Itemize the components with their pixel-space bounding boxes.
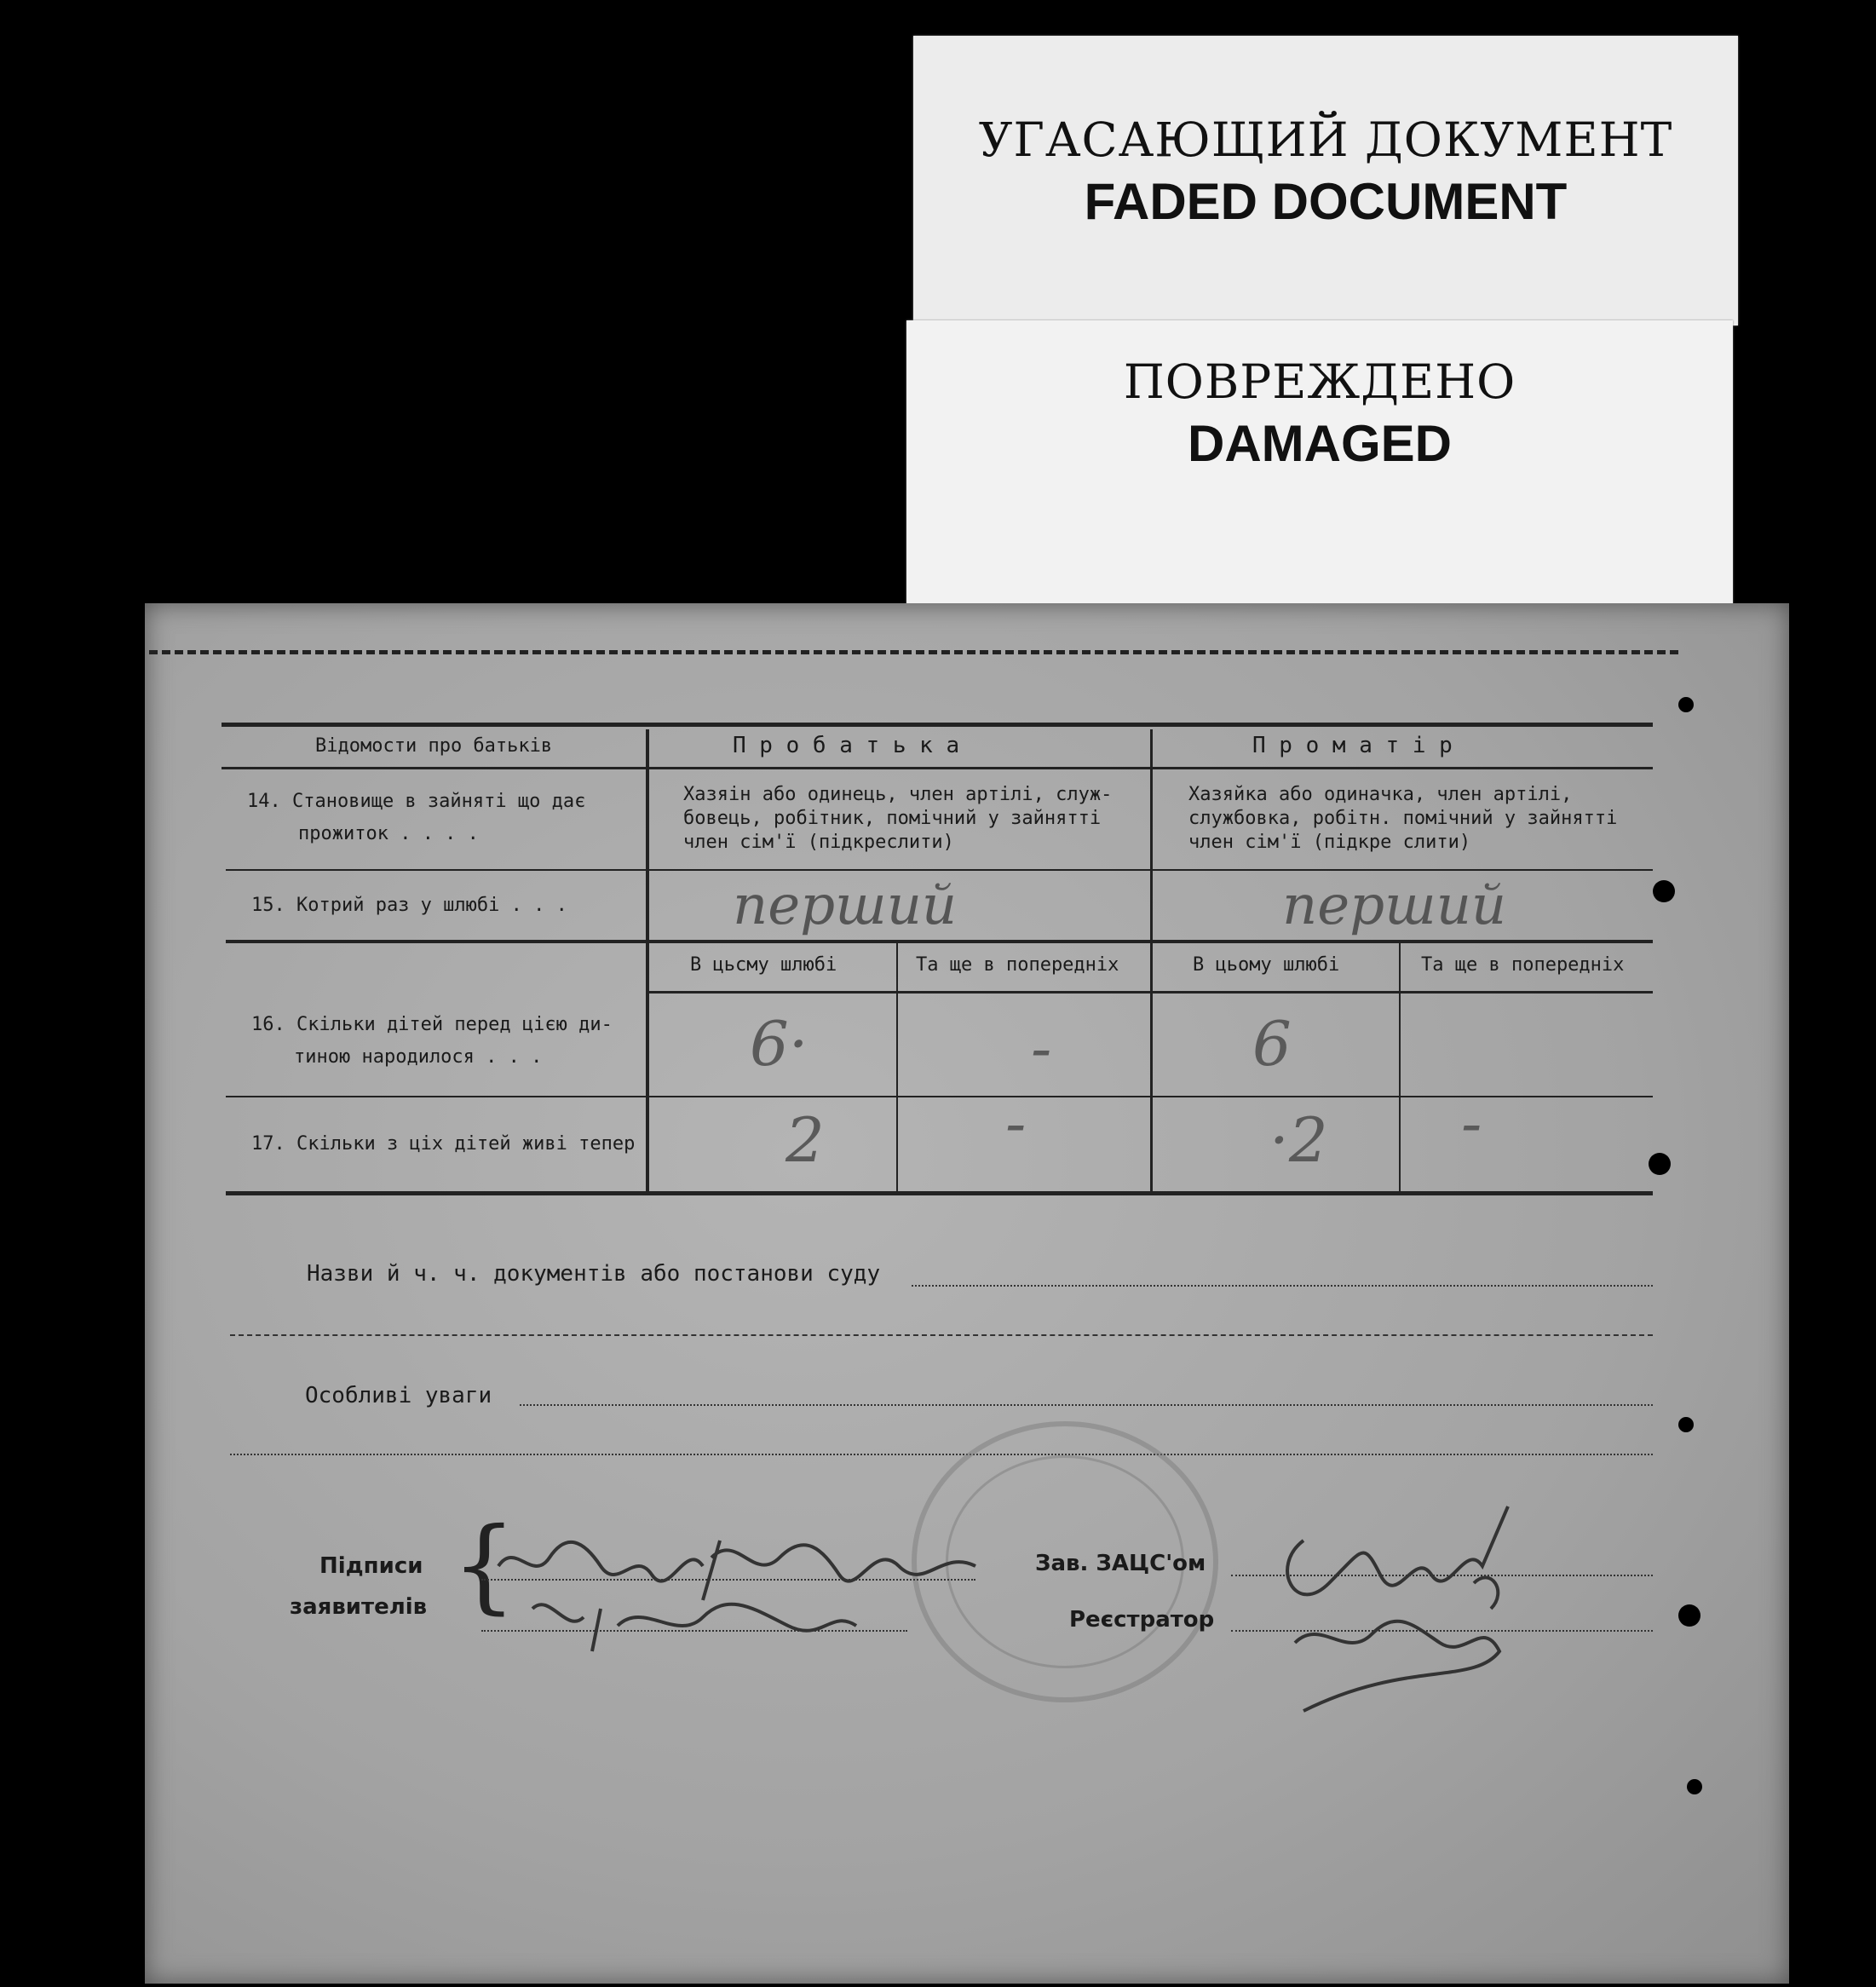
row15-mother-value: перший bbox=[1282, 874, 1507, 937]
row16-mother-this: 6 bbox=[1252, 1008, 1292, 1080]
col-divider-father-sub bbox=[896, 942, 898, 1195]
row16-father-prev: - bbox=[1031, 1012, 1052, 1084]
sub-this-mother: В цьому шлюбі bbox=[1193, 954, 1340, 976]
faded-document-label bbox=[913, 36, 1738, 325]
row15-father-value: перший bbox=[733, 874, 958, 937]
registrar-label: Реєстратор bbox=[1069, 1607, 1215, 1633]
punch-hole-4 bbox=[1678, 697, 1694, 712]
punch-hole-6 bbox=[1687, 1779, 1702, 1794]
row14-mother-1: Хазяйка або одиначка, член артілі, bbox=[1188, 784, 1573, 805]
header-mother: П р о м а т і р bbox=[1252, 733, 1453, 758]
sub-this-father: В цьсму шлюбі bbox=[690, 954, 837, 976]
header-father: П р о б а т ь к а bbox=[733, 733, 960, 758]
signatures-label-2: заявителів bbox=[290, 1594, 428, 1620]
row14-rule bbox=[226, 869, 1653, 871]
row15-label: 15. Котрий раз у шлюбі . . . bbox=[251, 895, 567, 916]
applicant-signatures bbox=[481, 1506, 1010, 1660]
docs-fill-line bbox=[912, 1285, 1653, 1287]
row14-mother-3: член сім'ї (підкре слити) bbox=[1188, 832, 1471, 853]
row17-label: 17. Скільки з ціх дітей живі тепер bbox=[251, 1133, 636, 1155]
docs-fill-line-2 bbox=[230, 1334, 1653, 1336]
signatures-brace: { bbox=[452, 1506, 517, 1625]
faded-label-en: FADED DOCUMENT bbox=[1084, 173, 1568, 230]
row14-father-2: бовець, робітник, помічний у зайнятті bbox=[683, 808, 1102, 829]
punch-hole-5 bbox=[1678, 1417, 1694, 1432]
col-divider-mother-sub bbox=[1399, 942, 1401, 1195]
header-rule bbox=[222, 767, 1653, 769]
row14-label-2: прожиток . . . . bbox=[298, 823, 479, 844]
row17-father-prev: - bbox=[1005, 1087, 1027, 1159]
head-label: Зав. ЗАЦС'ом bbox=[1035, 1551, 1206, 1576]
row16-label-1: 16. Скільки дітей перед цією ди- bbox=[251, 1014, 613, 1035]
table-top-rule bbox=[222, 723, 1653, 727]
row17-father-this: 2 bbox=[786, 1104, 825, 1176]
col-divider-1 bbox=[646, 729, 649, 1195]
docs-label: Назви й ч. ч. документів або постанови суду bbox=[307, 1261, 881, 1287]
row16-label-2: тиною народилося . . . bbox=[294, 1046, 543, 1068]
punch-hole-2 bbox=[1649, 1153, 1671, 1175]
notes-fill-line-2 bbox=[230, 1454, 1653, 1455]
sub-prev-father: Та ще в попередніх bbox=[916, 954, 1119, 976]
row14-father-1: Хазяін або одинець, член артілі, служ- bbox=[683, 784, 1113, 805]
row17-mother-this: ·2 bbox=[1269, 1104, 1328, 1176]
row14-father-3: член сім'ї (підкреслити) bbox=[683, 832, 954, 853]
faded-label-ru: УГАСАЮЩИЙ ДОКУМЕНТ bbox=[978, 112, 1673, 167]
registration-form-sheet bbox=[145, 603, 1789, 1984]
damaged-label-ru: ПОВРЕЖДЕНО bbox=[1123, 354, 1516, 409]
row14-label-1: 14. Становище в зайняті що дає bbox=[247, 791, 586, 812]
row14-mother-2: службовка, робітн. помічний у зайнятті bbox=[1188, 808, 1618, 829]
punch-hole-3 bbox=[1678, 1604, 1700, 1627]
damaged-label-en: DAMAGED bbox=[1188, 415, 1452, 472]
notes-fill-line bbox=[520, 1404, 1653, 1406]
official-signatures bbox=[1269, 1489, 1542, 1728]
col-divider-2 bbox=[1150, 729, 1153, 1195]
row16-father-this: 6· bbox=[750, 1008, 809, 1080]
perforation-line bbox=[149, 650, 1678, 654]
row15-rule bbox=[226, 940, 1653, 943]
punch-hole-1 bbox=[1653, 880, 1675, 902]
notes-label: Особливі уваги bbox=[305, 1383, 492, 1408]
row17-mother-prev: - bbox=[1461, 1087, 1482, 1159]
row16-rule bbox=[226, 1096, 1653, 1097]
signatures-label-1: Підписи bbox=[319, 1553, 423, 1579]
sub-prev-mother: Та ще в попередніх bbox=[1421, 954, 1625, 976]
header-parents: Відомости про батьків bbox=[315, 735, 553, 757]
table-bottom-rule bbox=[226, 1191, 1653, 1195]
damaged-label bbox=[906, 320, 1733, 610]
